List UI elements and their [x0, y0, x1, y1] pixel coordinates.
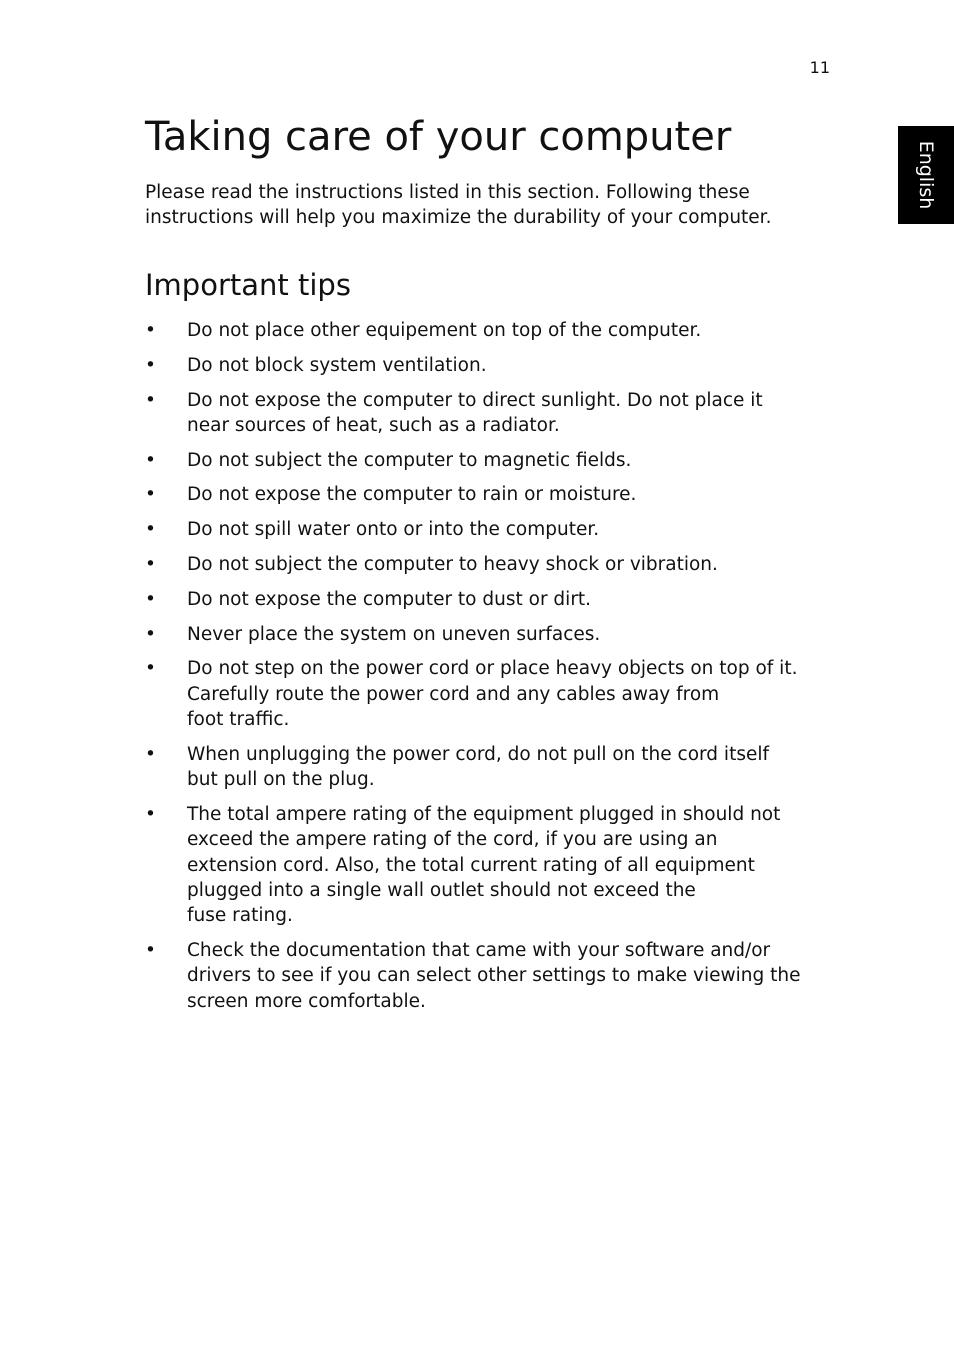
bullet-marker: •: [145, 449, 156, 471]
tip-line: Do not place other equipement on top of the computer.: [187, 320, 702, 341]
tips-list: [145, 318, 835, 1023]
tip-text: [187, 658, 797, 730]
tip-line: Carefully route the power cord and any cables away from: [187, 683, 720, 705]
bullet-marker: •: [145, 554, 156, 576]
tip-line: Do not subject the computer to magnetic fields.: [187, 449, 632, 471]
language-tab: [898, 126, 954, 224]
tip-text: [187, 744, 769, 790]
tip-text: [187, 940, 800, 1012]
tip-item: [145, 318, 835, 343]
tip-text: [187, 624, 600, 645]
tip-line: Never place the system on uneven surfaces.: [187, 623, 601, 645]
tip-line: Do not spill water onto or into the computer.: [187, 519, 600, 541]
tip-line: extension cord. Also, the total current rating of all equipment: [187, 854, 755, 876]
bullet-marker: •: [145, 389, 156, 411]
bullet-marker: •: [145, 623, 156, 645]
tip-item: [145, 938, 835, 1014]
tip-line: Do not step on the power cord or place heavy objects on top of it.: [187, 658, 798, 680]
tip-text: [187, 390, 763, 436]
tip-line: fuse rating.: [187, 905, 293, 927]
section-title: Important tips: [145, 268, 351, 302]
tip-line: When unplugging the power cord, do not pull on the cord itself: [187, 743, 769, 765]
tip-item: [145, 742, 835, 793]
tip-text: [187, 320, 701, 341]
page-number: 11: [809, 58, 830, 77]
tip-line: but pull on the plug.: [187, 769, 375, 791]
tip-line: plugged into a single wall outlet should not exceed the: [187, 879, 696, 901]
bullet-marker: •: [145, 519, 156, 541]
tip-line: exceed the ampere rating of the cord, if you are using an: [187, 829, 718, 851]
tip-item: [145, 656, 835, 732]
bullet-marker: •: [145, 658, 156, 680]
bullet-marker: •: [145, 354, 156, 376]
tip-text: [187, 355, 487, 376]
bullet-marker: •: [145, 803, 156, 825]
tip-text: [187, 554, 718, 575]
tip-text: [187, 589, 591, 610]
tip-line: Do not expose the computer to rain or moisture.: [187, 484, 637, 506]
tip-line: Check the documentation that came with your software and/or: [187, 939, 771, 961]
bullet-marker: •: [145, 743, 156, 765]
tip-line: drivers to see if you can select other settings to make viewing the: [187, 965, 801, 987]
tip-item: [145, 622, 835, 647]
tip-line: The total ampere rating of the equipment plugged in should not: [187, 803, 781, 825]
tip-line: Do not expose the computer to dust or dirt.: [187, 588, 592, 610]
tip-line: Do not subject the computer to heavy shock or vibration.: [187, 554, 718, 576]
tip-text: [187, 519, 599, 540]
tip-line: Do not block system ventilation.: [187, 354, 487, 376]
tip-text: [187, 450, 631, 471]
tip-item: [145, 802, 835, 928]
tip-line: screen more comfortable.: [187, 990, 426, 1012]
bullet-marker: •: [145, 939, 156, 961]
tip-text: [187, 484, 636, 505]
bullet-marker: •: [145, 320, 156, 341]
language-tab-label: English: [915, 140, 937, 210]
tip-text: [187, 804, 780, 926]
tip-item: [145, 552, 835, 577]
tip-line: foot traffic.: [187, 709, 290, 731]
tip-item: [145, 353, 835, 378]
page-title: Taking care of your computer: [145, 114, 732, 160]
tip-item: [145, 448, 835, 473]
intro-paragraph: Please read the instructions listed in this section. Following these instructions will help you maximize the durability of your computer.: [145, 182, 772, 228]
bullet-marker: •: [145, 588, 156, 610]
tip-item: [145, 482, 835, 507]
tip-line: near sources of heat, such as a radiator.: [187, 414, 560, 436]
tip-item: [145, 587, 835, 612]
tip-item: [145, 388, 835, 439]
tip-item: [145, 517, 835, 542]
tip-line: Do not expose the computer to direct sunlight. Do not place it: [187, 389, 763, 411]
bullet-marker: •: [145, 484, 156, 506]
